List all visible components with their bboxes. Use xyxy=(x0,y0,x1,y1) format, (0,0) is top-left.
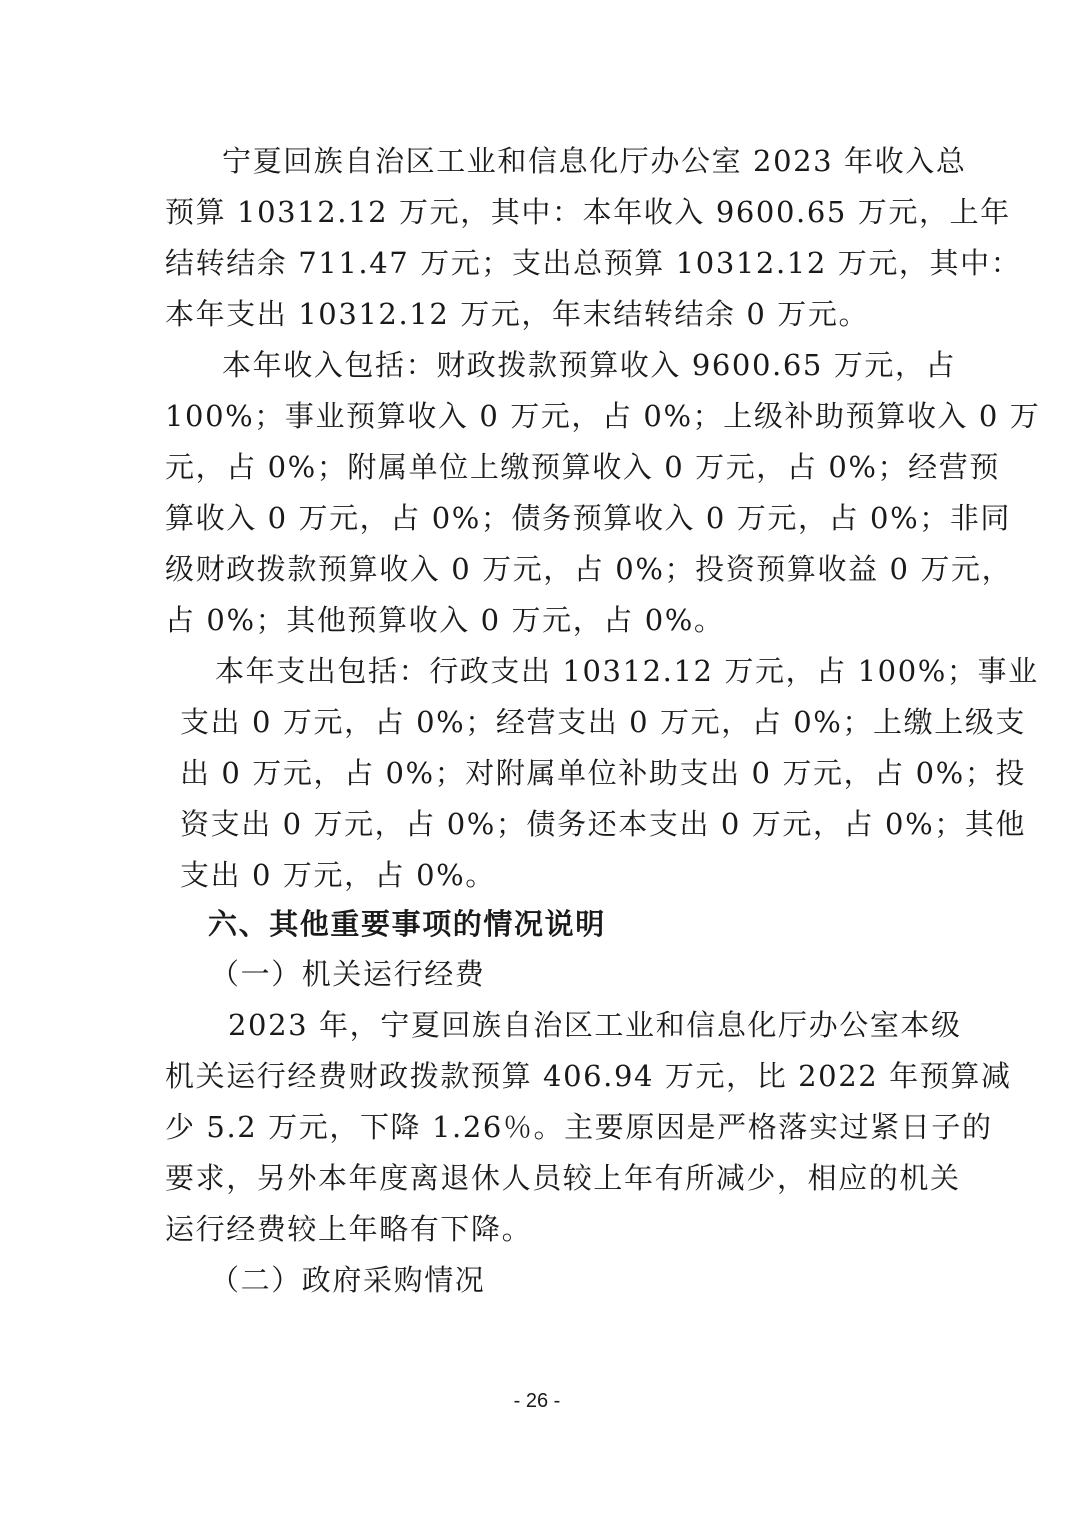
subsection-1-line-3: 少 5.2 万元，下降 1.26％。主要原因是严格落实过紧日子的 xyxy=(165,1110,993,1144)
subsection-2-title: （二）政府采购情况 xyxy=(210,1263,486,1297)
page-number: - 26 - xyxy=(513,1390,561,1412)
overview-line-2: 预算 10312.12 万元，其中：本年收入 9600.65 万元，上年 xyxy=(165,195,1011,229)
subsection-1-line-4: 要求，另外本年度离退休人员较上年有所减少，相应的机关 xyxy=(165,1161,961,1195)
expenditure-line-2: 支出 0 万元，占 0%；经营支出 0 万元，占 0%；上缴上级支 xyxy=(180,705,1027,739)
expenditure-line-1: 本年支出包括：行政支出 10312.12 万元，占 100%；事业 xyxy=(215,654,1039,688)
expenditure-line-4: 资支出 0 万元，占 0%；债务还本支出 0 万元，占 0%；其他 xyxy=(180,807,1027,841)
income-line-1: 本年收入包括：财政拨款预算收入 9600.65 万元，占 xyxy=(222,348,957,382)
expenditure-line-3: 出 0 万元，占 0%；对附属单位补助支出 0 万元，占 0%；投 xyxy=(180,756,1027,790)
expenditure-line-5: 支出 0 万元，占 0%。 xyxy=(180,858,496,892)
income-line-2: 100%；事业预算收入 0 万元，占 0%；上级补助预算收入 0 万 xyxy=(165,399,1041,433)
subsection-1-line-2: 机关运行经费财政拨款预算 406.94 万元，比 2022 年预算减 xyxy=(165,1059,1012,1093)
subsection-1-line-5: 运行经费较上年略有下降。 xyxy=(165,1212,533,1246)
section-heading: 六、其他重要事项的情况说明 xyxy=(208,907,606,941)
income-line-3: 元，占 0%；附属单位上缴预算收入 0 万元，占 0%；经营预 xyxy=(165,450,1000,484)
income-line-4: 算收入 0 万元，占 0%；债务预算收入 0 万元，占 0%；非同 xyxy=(165,501,1012,535)
income-line-6: 占 0%；其他预算收入 0 万元，占 0%。 xyxy=(165,603,725,637)
overview-line-4: 本年支出 10312.12 万元，年末结转结余 0 万元。 xyxy=(165,297,870,331)
subsection-1-line-1: 2023 年，宁夏回族自治区工业和信息化厅办公室本级 xyxy=(228,1008,962,1042)
overview-line-1: 宁夏回族自治区工业和信息化厅办公室 2023 年收入总 xyxy=(222,144,967,178)
income-line-5: 级财政拨款预算收入 0 万元，占 0%；投资预算收益 0 万元， xyxy=(165,552,1013,586)
overview-line-3: 结转结余 711.47 万元；支出总预算 10312.12 万元，其中： xyxy=(165,246,1022,280)
subsection-1-title: （一）机关运行经费 xyxy=(210,957,486,991)
